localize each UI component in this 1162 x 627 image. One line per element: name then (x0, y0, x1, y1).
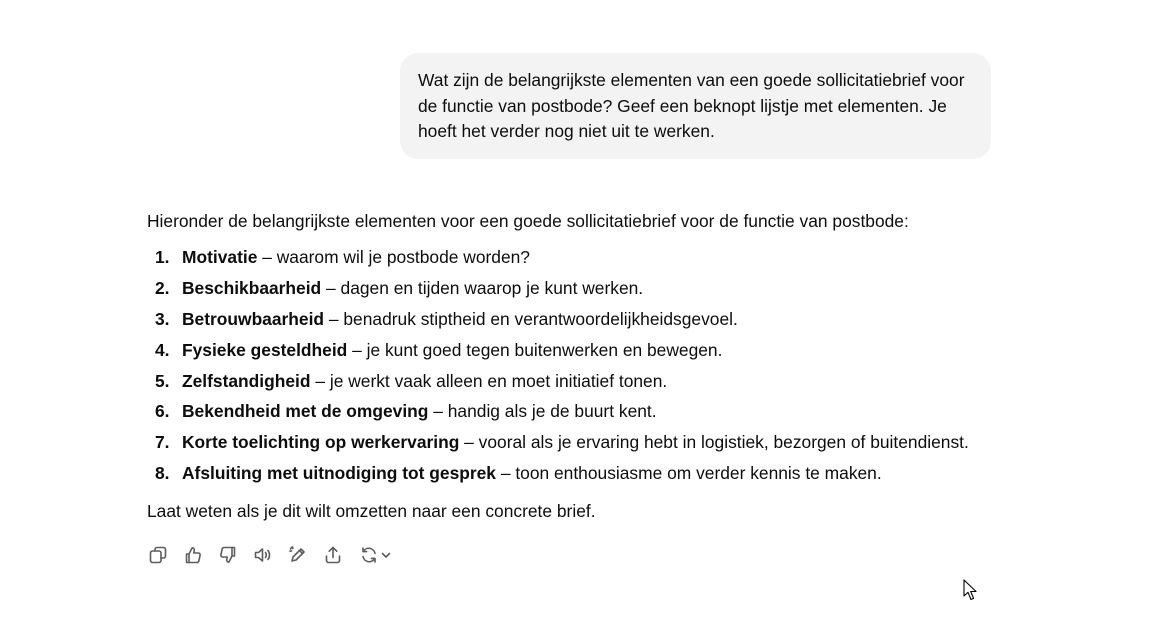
thumbs-down-icon (218, 545, 238, 565)
regenerate-button[interactable] (357, 544, 393, 566)
list-detail: – toon enthousiasme om verder kennis te maken. (495, 463, 882, 484)
list-term: Motivatie (182, 247, 258, 267)
thumbs-up-icon (183, 545, 203, 565)
read-aloud-icon (253, 545, 273, 565)
list-detail: – waarom wil je postbode worden? (257, 247, 530, 267)
share-icon (323, 545, 343, 565)
list-detail: – je werkt vaak alleen en moet initiatief tonen. (310, 370, 668, 391)
list-term: Beschikbaarheid (182, 277, 322, 298)
message-action-bar (147, 543, 406, 567)
list-detail: – benadruk stiptheid en verantwoordelijkheidsgevoel. (324, 308, 738, 329)
elements-list (147, 242, 1027, 489)
list-item (147, 458, 1027, 489)
edit-icon (288, 545, 308, 565)
list-term: Zelfstandigheid (182, 370, 311, 391)
list-number: 7. (155, 432, 170, 453)
thumbs-down-button[interactable] (217, 544, 239, 566)
list-number: 1. (155, 247, 170, 267)
assistant-outro: Laat weten als je dit wilt omzetten naar een concrete brief. (147, 501, 596, 522)
list-item (147, 427, 1027, 458)
list-number: 4. (155, 339, 170, 360)
list-detail: – handig als je de buurt kent. (428, 401, 657, 422)
share-button[interactable] (322, 544, 344, 566)
list-detail: – je kunt goed tegen buitenwerken en bewegen. (347, 339, 723, 360)
list-term: Fysieke gesteldheid (182, 339, 348, 360)
list-item (147, 396, 1027, 427)
assistant-message (147, 208, 1027, 524)
copy-button[interactable] (147, 544, 169, 566)
list-item (147, 273, 1027, 304)
list-detail: – vooral als je ervaring hebt in logistiek, bezorgen of buitendienst. (459, 432, 969, 453)
list-number: 8. (155, 463, 170, 484)
thumbs-up-button[interactable] (182, 544, 204, 566)
list-detail: – dagen en tijden waarop je kunt werken. (321, 277, 644, 298)
list-item (147, 304, 1027, 335)
assistant-intro: Hieronder de belangrijkste elementen voor een goede sollicitatiebrief voor de functie van postbode: (147, 211, 909, 231)
chevron-down-icon (380, 549, 392, 561)
list-term: Betrouwbaarheid (182, 308, 325, 329)
list-item (147, 242, 1027, 273)
list-term: Afsluiting met uitnodiging tot gesprek (182, 463, 496, 484)
user-message-bubble (400, 53, 991, 159)
list-term: Bekendheid met de omgeving (182, 401, 429, 422)
list-number: 2. (155, 277, 170, 298)
list-term: Korte toelichting op werkervaring (182, 432, 460, 453)
mouse-cursor-icon (963, 579, 977, 601)
list-number: 6. (155, 401, 170, 422)
user-message-text: Wat zijn de belangrijkste elementen van een goede sollicitatiebrief voor de functie van postbode? Geef een beknopt lijstje met elementen. Je hoeft het verder nog niet uit te werken. (418, 70, 965, 141)
list-number: 5. (155, 370, 170, 391)
read-aloud-button[interactable] (252, 544, 274, 566)
regenerate-icon (359, 545, 379, 565)
copy-icon (148, 545, 168, 565)
list-number: 3. (155, 308, 170, 329)
edit-button[interactable] (287, 544, 309, 566)
list-item (147, 366, 1027, 397)
list-item (147, 335, 1027, 366)
